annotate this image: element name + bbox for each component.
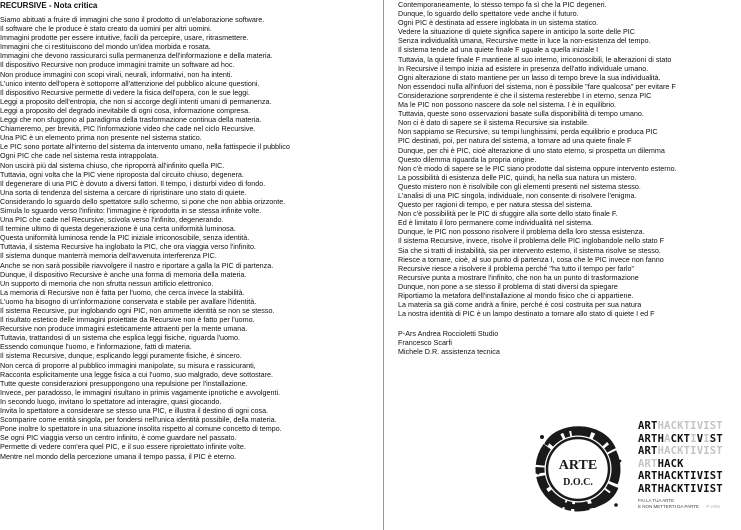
right-text-line: Non c'è modo di sapere se le PIC siano prodotte dal sistema oppure intervento esterno.	[398, 163, 677, 173]
right-text-line: Considerazione sorprendente è che il sistema resterebbe I in eterno, senza PIC	[398, 90, 652, 100]
right-text-block	[398, 0, 741, 318]
left-text-line: Il software che le produce è stato creato da uomini per altri uomini.	[0, 24, 212, 34]
right-text-line: Ogni alterazione di stato mantiene per un lasso di tempo breve la sua individualità.	[398, 72, 661, 82]
hack-line-6: ARTHACKTIVIST	[638, 482, 723, 495]
left-text-line: Se ogni PIC viaggia verso un centro infinito, è come guardare nel passato.	[0, 433, 237, 443]
left-text-line: Tuttavia, ogni volta che la PIC viene riproposta dal circuito chiuso, degenera.	[0, 169, 244, 179]
left-text-line: Leggi a proposito del degrado inevitabile di ogni cosa, informazione compresa.	[0, 105, 251, 115]
hack-footer-brand: P-ARS	[706, 503, 721, 509]
left-text-line: Invita lo spettatore a considerare se stesso una PIC, e illustra il destino di ogni cosa.	[0, 406, 269, 416]
left-text-line: Considerando lo sguardo dello spettatore sullo schermo, si pone che non abbia orizzonte.	[0, 196, 286, 206]
right-text-line: Il sistema Recursive, invece, risolve il problema delle PIC inglobandole nello stato F	[398, 236, 665, 246]
left-text-line: Il degenerare di una PIC è dovuto a diversi fattori. Il tempo, i disturbi video di fondo.	[0, 178, 266, 188]
right-text-line: Contemporaneamente, lo stesso tempo fa sì che la PIC degeneri.	[398, 0, 607, 9]
right-text-line: Sia che si tratti di instabilità, sia per intervento esterno, il sistema risolve se stesso.	[398, 245, 661, 255]
right-text-line: Il sistema tende ad una quiete finale F uguale a quella iniziale I	[398, 45, 599, 55]
hack-line-3: ARTHACKTIVIST	[638, 445, 723, 457]
credit-line: P-Ars Andrea Roccioletti Studio	[398, 329, 499, 339]
left-text-line: Non uscirà più dal sistema chiuso, che riproporrà all'infinito quella PIC.	[0, 160, 225, 170]
right-text-line: Dunque, le PIC non possono risolvere il problema della loro stessa esistenza.	[398, 227, 645, 237]
logo-arte-text: ARTE	[558, 458, 598, 473]
right-text-line: Ma le PIC non possono nascere da sole nel sistema. I è in equilibrio.	[398, 100, 617, 110]
left-text-line: Recursive non produce immagini esteticamente attraenti per la mente umana.	[0, 324, 248, 334]
right-text-line: Non sappiamo se Recursive, su tempi lunghissimi, perda equilibrio e produca PIC	[398, 127, 658, 137]
left-text-line: La memoria di Recursive non è fatta per l'uomo, che cerca invece la stabilità.	[0, 287, 245, 297]
left-text-line: Immagini che devono rassicurarci sulla permanenza dell'informazione e della materia.	[0, 51, 273, 61]
right-text-line: Non ci è dato di sapere se il sistema Recursive sia instabile.	[398, 118, 589, 128]
left-text-line: Il termine ultimo di questa degenerazione è una certa uniformità luminosa.	[0, 224, 236, 234]
credits-block	[398, 329, 741, 356]
hack-line-4: ARTHACK	[638, 457, 684, 470]
left-text-line: Una PIC è un elemento prima non presente nel sistema statico.	[0, 133, 202, 143]
left-text-line: Il dispositivo Recursive non produce immagini tramite un software ad hoc.	[0, 60, 235, 70]
left-text-line: Il dispositivo Recursive permette di vedere la fisica dell'opera, con le sue leggi.	[0, 87, 250, 97]
right-text-line: Recursive riesce a risolvere il problema perché "ha tutto il tempo per farlo"	[398, 263, 635, 273]
right-text-line: Questo mistero non è risolvibile con gli elementi presenti nel sistema stesso.	[398, 181, 641, 191]
left-text-line: Immagini che ci restituiscono del mondo un'idea morbida e rosata.	[0, 42, 211, 52]
left-text-line: Il risultato estetico delle immagini proiettate da Recursive non è fatto per l'uomo.	[0, 315, 255, 325]
column-divider	[383, 0, 384, 530]
left-text-line: Anche se non sarà possibile riavvolgere il nastro e riportare a galla la PIC di partenza.	[0, 260, 274, 270]
right-text-line: Tuttavia, la quiete finale F mantiene al suo interno, irriconoscibili, le alterazioni di stato	[398, 54, 672, 64]
left-text-line: L'uomo ha bisogno di un'informazione conservata e stabile per avallare l'identità.	[0, 296, 257, 306]
arthacktivist-logo	[638, 420, 741, 530]
credit-line: Michele D.R. assistenza tecnica	[398, 347, 500, 357]
left-text-line: L'unico intento dell'opera è sottoporre all'attenzione del pubblico alcune questioni.	[0, 78, 260, 88]
right-text-line: Riportiamo la metafora dell'installazione al mondo fisico che ci appartiene.	[398, 291, 634, 300]
left-text-line: Essendo comunque l'uomo, e l'informazione, fatti di materia.	[0, 342, 192, 352]
left-text-line: Mentre nel mondo della percezione umana il tempo passa, il PIC è eterno.	[0, 451, 237, 461]
left-text-line: Leggi a proposito dell'entropia, che non si accorge degli intenti umani di permanenza.	[0, 96, 272, 106]
left-text-block	[0, 15, 378, 461]
right-text-line: Dunque, per chi è PIC, cioè alterazione di uno stato eterno, si prospetta un dilemma	[398, 145, 665, 155]
right-text-line: Non c'è possibilità per le PIC di sfuggire alla sorte dello stato finale F.	[398, 209, 618, 219]
right-text-line: Dunque, non pone a se stesso il problema di stati diversi da spiegare	[398, 281, 618, 291]
left-text-line: Una PIC che cade nel Recursive, scivola verso l'infinito, degenerando.	[0, 215, 224, 225]
right-text-line: Senza individualità umana, Recursive mette in luce la non-esistenza del tempo.	[398, 36, 651, 46]
left-text-line: Siamo abituati a fruire di immagini che sono il prodotto di un'elaborazione software.	[0, 15, 265, 24]
hack-line-2: ARTHACKTIVIST	[638, 432, 723, 445]
right-column	[398, 0, 741, 357]
left-text-line: In secondo luogo, invitano lo spettatore ad interagire, quasi giocando.	[0, 396, 222, 406]
left-text-line: Il sistema dunque manterrà memoria dell'avvenuta interferenza PIC.	[0, 251, 217, 261]
left-text-line: Non produce immagini con scopi virali, neurali, informativi, non ha intenti.	[0, 69, 233, 79]
left-text-line: Tuttavia, il sistema Recursive ha inglobato la PIC, che ora viaggia verso l'infinito.	[0, 242, 256, 252]
right-text-line: Dunque, lo sguardo dello spettatore vede anche il futuro.	[398, 9, 579, 19]
right-text-line: Non essendoci nulla all'infuori del sistema, non è possibile "fare qualcosa" per evitare F	[398, 81, 676, 91]
left-text-line: Tutte queste considerazioni presuppongono una repulsione per l'installazione.	[0, 378, 248, 388]
left-text-line: Non cerca di proporre al pubblico immagini manipolate, su misura e rassicuranti,	[0, 360, 256, 370]
credit-line: Francesco Scarfi	[398, 338, 452, 348]
hack-line-1: ARTHACKTIVIST	[638, 420, 723, 432]
right-text-line: La nostra identità di PIC è un lampo destinato a tornare allo stato di quiete I ed F	[398, 309, 655, 319]
right-text-line: Recursive punta a mostrare l'infinito, che non ha un punto di trasformazione	[398, 272, 639, 282]
left-text-line: Chiameremo, per brevità, PIC l'informazione video che cade nel ciclo Recursive.	[0, 124, 256, 134]
left-text-line: Racconta esplicitamente una legge fisica a cui l'uomo, suo malgrado, deve sottostare.	[0, 369, 274, 379]
left-column	[0, 0, 378, 461]
left-text-line: Il sistema Recursive, dunque, esplicando leggi puramente fisiche, è sincero.	[0, 351, 242, 361]
left-text-line: Il sistema Recursive, pur inglobando ogni PIC, non ammette identità se non se stesso.	[0, 306, 275, 315]
right-text-line: PIC destinati, poi, per natura del sistema, a tornare ad una quiete finale F	[398, 136, 632, 146]
left-text-line: Un supporto di memoria che non sfrutta nessun artificio elettronico.	[0, 278, 214, 288]
left-text-line: Scomparire come entità singola, per fondersi nell'unica identità possibile, della materia.	[0, 415, 277, 425]
left-text-line: Pone inoltre lo spettatore in una situazione insolita rispetto al comune concetto di tempo.	[0, 424, 282, 434]
hack-line-5: ARTHACKTIVIST	[638, 470, 723, 482]
right-text-line: Tuttavia, queste sono osservazioni basate sulla disponibilità di tempo umano.	[398, 109, 644, 119]
left-text-line: Simula lo sguardo verso l'infinito: l'immagine è riprodotta in se stessa infinite volte.	[0, 205, 262, 215]
right-text-line: L'analisi di una PIC singola, individuale, non consente di risolvere l'enigma.	[398, 190, 637, 200]
document-title: RECURSIVE - Nota critica	[0, 1, 98, 10]
left-text-line: Invece, per paradosso, le immagini risultano in primis vagamente ipnotiche e avvolgenti.	[0, 387, 281, 397]
arte-doc-logo-graphic	[532, 415, 624, 523]
right-text-line: Ogni PIC è destinata ad essere inglobata in un sistema statico.	[398, 18, 599, 28]
left-text-line: Una sorta di tendenza del sistema a cercare di ripristinare uno stato di quiete.	[0, 187, 247, 197]
right-text-line: La possibilità di esistenza delle PIC, quindi, ha nella sua natura un mistero.	[398, 172, 637, 182]
right-text-line: La materia sa già come andrà a finire, perché è così costruita per sua natura	[398, 300, 642, 310]
right-text-line: Ed è limitato il loro permanere come individualità nel sistema.	[398, 218, 593, 228]
left-text-line: Questa uniformità luminosa rende la PIC iniziale irriconoscibile, senza identità.	[0, 233, 250, 243]
left-text-line: Le PIC sono portate all'interno del sistema da intervento umano, nella fattispecie il pubblico	[0, 142, 290, 152]
right-text-line: Questo dilemma riguarda la propria origine.	[398, 154, 537, 164]
logo-doc-text: D.O.C.	[563, 477, 593, 488]
right-text-line: Questo per ragioni di tempo, e per natura stessa del sistema.	[398, 200, 593, 210]
right-text-line: Riesce a tornare, cioè, al suo punto di partenza I, cosa che le PIC invece non fanno	[398, 254, 664, 264]
right-text-line: In Recursive il tempo inizia ad esistere in presenza dell'atto individuale umano.	[398, 63, 649, 73]
left-text-line: Tuttavia, trattandosi di un sistema che esplica leggi fisiche, riguarda l'uomo.	[0, 333, 241, 343]
left-text-line: Permette di vedere com'era quel PIC, e il suo essere riproiettato infinite volte.	[0, 442, 246, 452]
hack-footer-motto: FAI LA TUA ARTE E NON METTERTI DA PARTE	[638, 498, 700, 509]
left-text-line: Immagini prodotte per essere intuitive, facili da percepire, usare, ritrasmettere.	[0, 33, 249, 43]
right-text-line: Vedere la situazione di quiete significa sapere in anticipo la sorte delle PIC	[398, 27, 635, 37]
arte-doc-logo	[532, 415, 624, 523]
left-text-line: Ogni PIC che cade nel sistema resta intrappolata.	[0, 151, 159, 161]
left-text-line: Leggi che non sfuggono al paradigma della trasformazione continua della materia.	[0, 115, 262, 125]
left-text-line: Dunque, il dispositivo Recursive è anche una forma di memoria della materia.	[0, 269, 247, 279]
hack-footer	[638, 498, 741, 509]
